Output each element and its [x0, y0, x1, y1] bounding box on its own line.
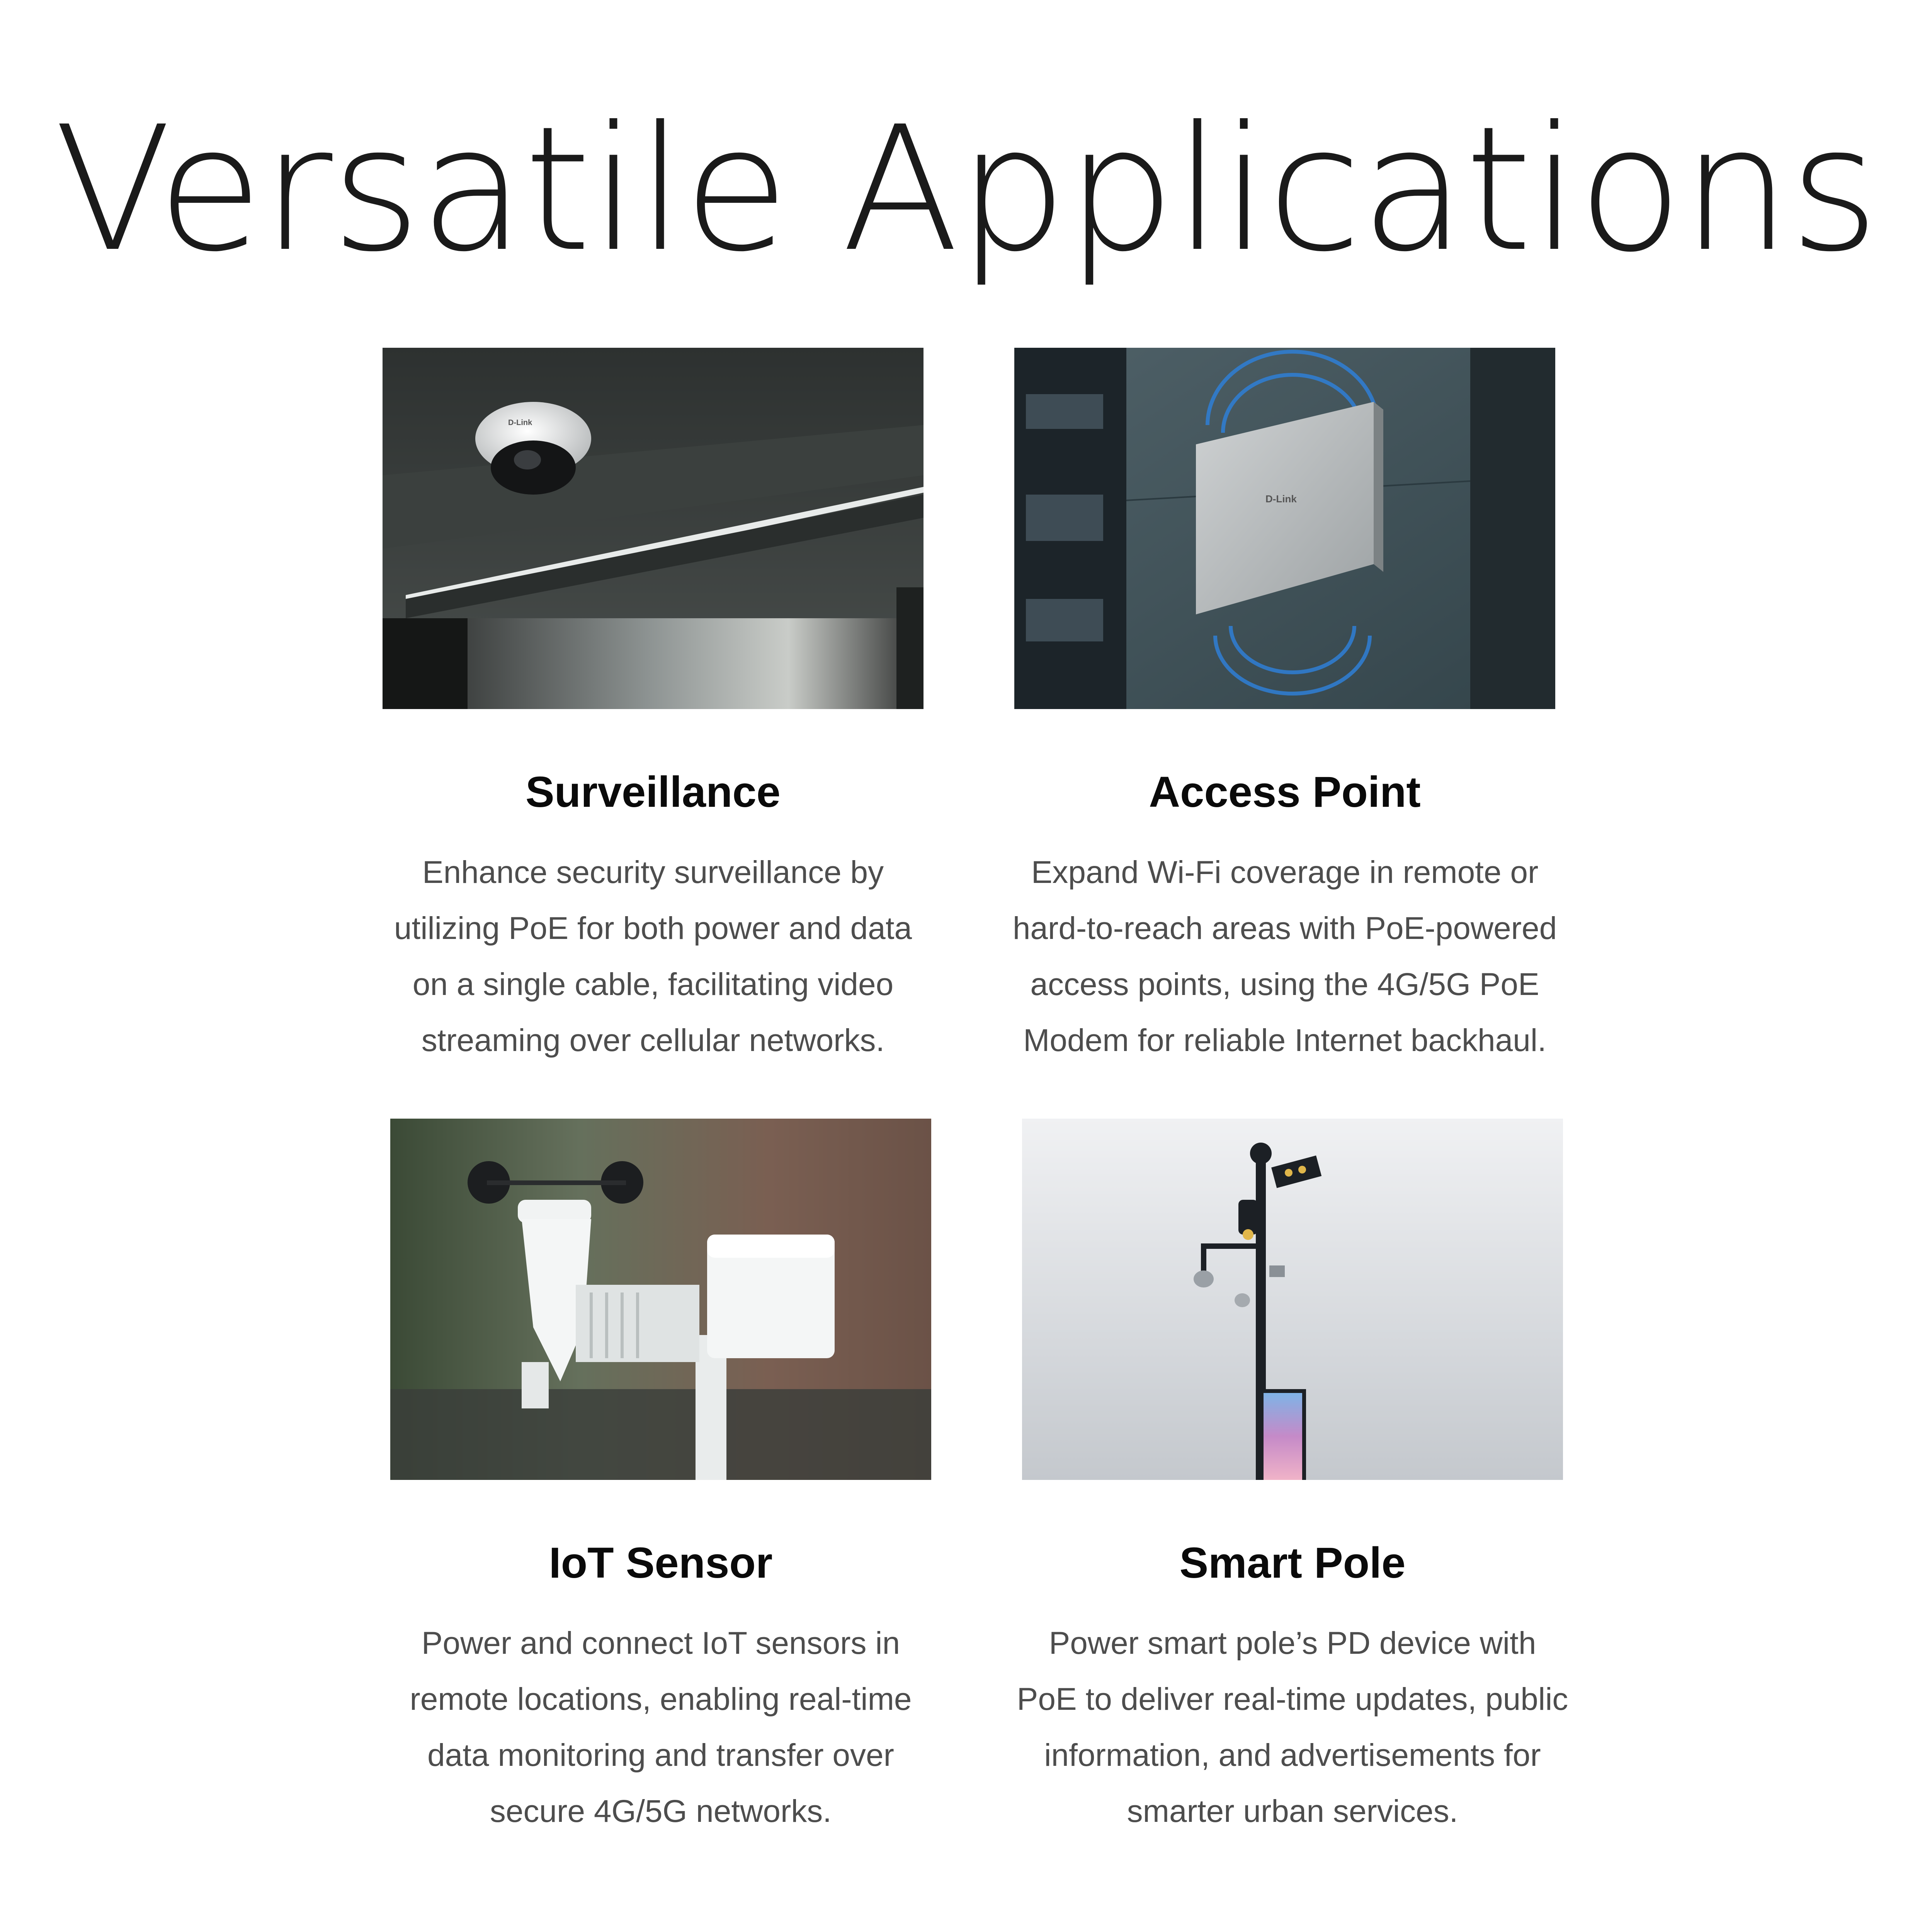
description-line: streaming over cellular networks.	[421, 1023, 885, 1058]
access-point-brand-mark: D-Link	[1265, 493, 1297, 505]
description-line: information, and advertisements for	[1044, 1738, 1541, 1773]
description-line: Expand Wi-Fi coverage in remote or	[1031, 855, 1539, 890]
description-line: Power and connect IoT sensors in	[421, 1626, 900, 1661]
description-line: Modem for reliable Internet backhaul.	[1023, 1023, 1546, 1058]
description-line: Power smart pole’s PD device with	[1049, 1626, 1536, 1661]
card-description-surveillance	[352, 844, 954, 1068]
card-title-surveillance: Surveillance	[526, 768, 781, 816]
wall-access-point-photo-icon	[1014, 348, 1555, 709]
description-line: secure 4G/5G networks.	[490, 1794, 832, 1829]
access-point-image	[1014, 348, 1555, 709]
description-line: Enhance security surveillance by	[422, 855, 884, 890]
card-title-access-point: Access Point	[1149, 768, 1421, 816]
card-title-smart-pole: Smart Pole	[1179, 1539, 1406, 1587]
page-title: Versatile Applications	[54, 89, 1878, 289]
description-line: data monitoring and transfer over	[427, 1738, 894, 1773]
description-line: smarter urban services.	[1127, 1794, 1458, 1829]
description-line: PoE to deliver real-time updates, public	[1017, 1682, 1568, 1717]
card-description-iot-sensor	[359, 1615, 962, 1839]
card-title-iot-sensor: IoT Sensor	[549, 1539, 773, 1587]
dome-camera-photo-icon	[383, 348, 923, 709]
iot-sensor-image	[390, 1119, 931, 1480]
smart-pole-photo-icon	[1022, 1119, 1563, 1480]
description-line: on a single cable, facilitating video	[412, 967, 894, 1002]
description-line: utilizing PoE for both power and data	[394, 911, 912, 946]
card-description-smart-pole	[991, 1615, 1594, 1839]
description-line: access points, using the 4G/5G PoE	[1030, 967, 1539, 1002]
description-line: remote locations, enabling real-time	[410, 1682, 912, 1717]
smart-pole-image	[1022, 1119, 1563, 1480]
weather-station-photo-icon	[390, 1119, 931, 1480]
description-line: hard-to-reach areas with PoE-powered	[1012, 911, 1557, 946]
surveillance-image	[383, 348, 923, 709]
card-description-access-point	[983, 844, 1586, 1068]
surveillance-brand-mark: D-Link	[508, 418, 532, 427]
